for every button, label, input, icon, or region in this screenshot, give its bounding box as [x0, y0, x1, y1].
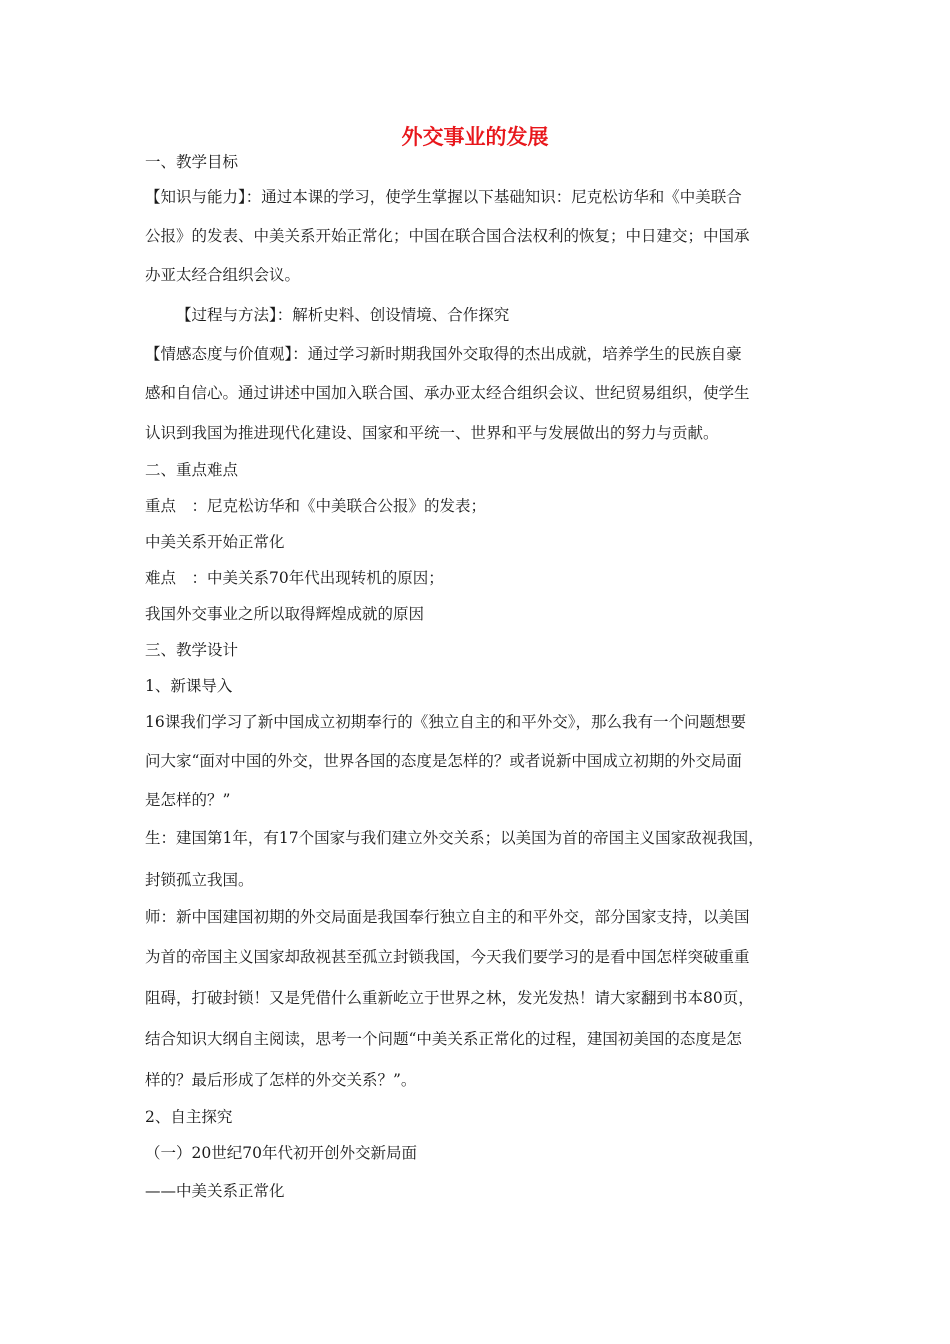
paragraph-line: 生：建国第1年，有17个国家与我们建立外交关系；以美国为首的帝国主义国家敌视我国，	[145, 829, 764, 847]
paragraph-line: ——中美关系正常化	[145, 1182, 285, 1200]
subsection-heading: 2、自主探究	[145, 1108, 233, 1126]
paragraph-line: 中美关系开始正常化	[145, 533, 285, 551]
subsection-heading: （一）20世纪70年代初开创外交新局面	[145, 1144, 417, 1162]
paragraph-line: 是怎样的？”	[145, 791, 231, 809]
paragraph-line: 【过程与方法】：解析史料、创设情境、合作探究	[176, 306, 510, 324]
paragraph-line: 封锁孤立我国。	[145, 871, 254, 889]
paragraph-line: 【知识与能力】：通过本课的学习，使学生掌握以下基础知识：尼克松访华和《中美联合	[145, 188, 742, 206]
paragraph-line: 16课我们学习了新中国成立初期奉行的《独立自主的和平外交》，那么我有一个问题想要	[145, 713, 746, 731]
paragraph-line: 问大家“面对中国的外交，世界各国的态度是怎样的？或者说新中国成立初期的外交局面	[145, 752, 742, 770]
paragraph-line: 我国外交事业之所以取得辉煌成就的原因	[145, 605, 425, 623]
paragraph-line: 结合知识大纲自主阅读，思考一个问题“中美关系正常化的过程，建国初美国的态度是怎	[145, 1030, 742, 1048]
paragraph-line: 公报》的发表、中美关系开始正常化；中国在联合国合法权利的恢复；中日建交；中国承	[145, 227, 750, 245]
paragraph-line: 阻碍，打破封锁！又是凭借什么重新屹立于世界之林，发光发热！请大家翻到书本80页，	[145, 989, 754, 1007]
paragraph-line: 【情感态度与价值观】：通过学习新时期我国外交取得的杰出成就，培养学生的民族自豪	[145, 345, 742, 363]
section-heading-key-points: 二、重点难点	[145, 461, 239, 479]
document-title: 外交事业的发展	[401, 125, 549, 149]
section-heading-objectives: 一、教学目标	[145, 153, 239, 171]
paragraph-line: 办亚太经合组织会议。	[145, 266, 301, 284]
paragraph-line: 感和自信心。通过讲述中国加入联合国、承办亚太经合组织会议、世纪贸易组织，使学生	[145, 384, 750, 402]
section-heading-design: 三、教学设计	[145, 641, 239, 659]
paragraph-line: 为首的帝国主义国家却敌视甚至孤立封锁我国，今天我们要学习的是看中国怎样突破重重	[145, 948, 750, 966]
paragraph-line: 重点 ：尼克松访华和《中美联合公报》的发表；	[145, 497, 487, 515]
paragraph-line: 认识到我国为推进现代化建设、国家和平统一、世界和平与发展做出的努力与贡献。	[145, 424, 719, 442]
paragraph-line: 样的？最后形成了怎样的外交关系？”。	[145, 1071, 417, 1089]
subsection-heading: 1、新课导入	[145, 677, 233, 695]
paragraph-line: 师：新中国建国初期的外交局面是我国奉行独立自主的和平外交，部分国家支持，以美国	[145, 908, 750, 926]
paragraph-line: 难点 ：中美关系70年代出现转机的原因；	[145, 569, 444, 587]
